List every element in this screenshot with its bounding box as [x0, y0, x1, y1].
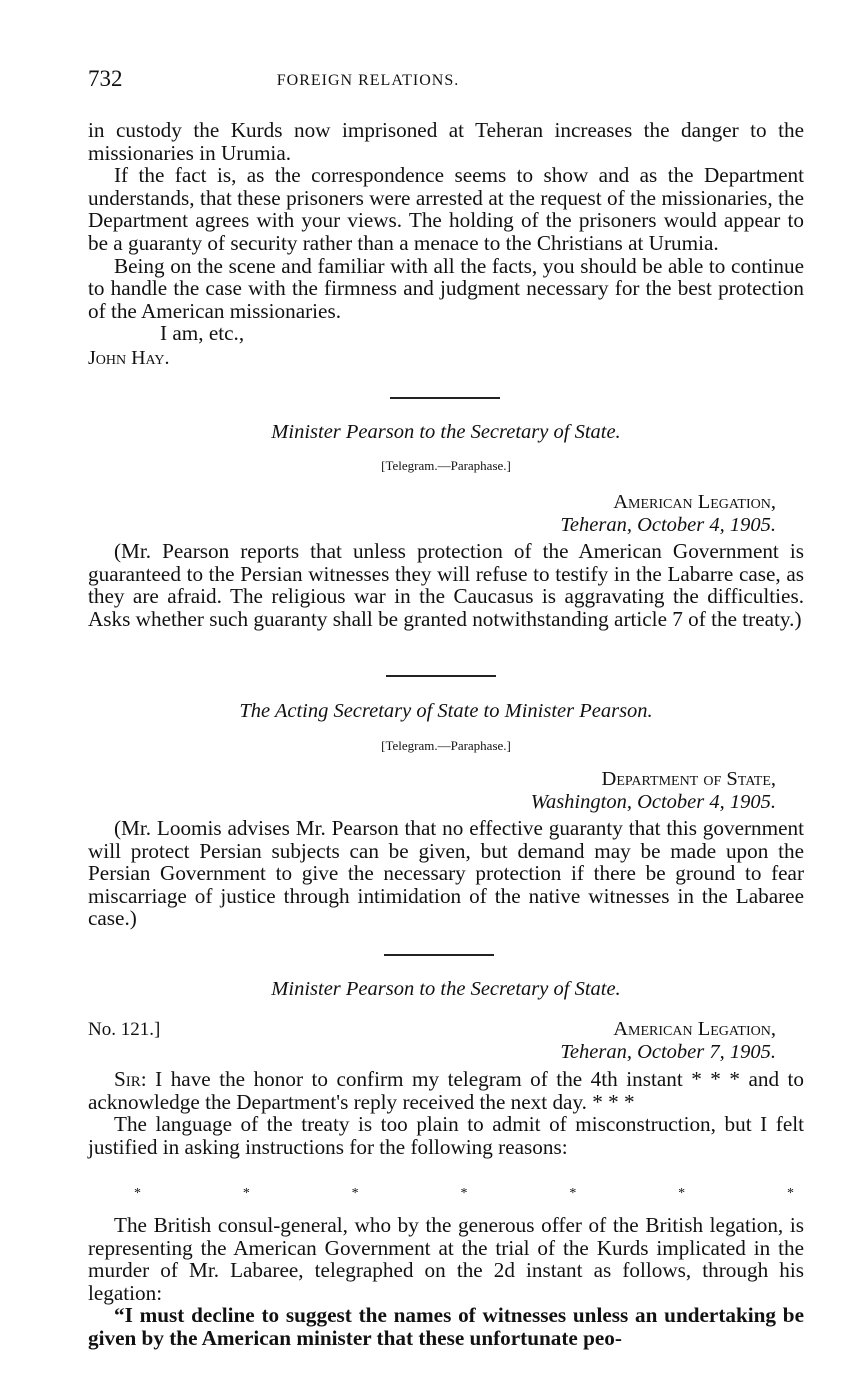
star: * — [786, 1186, 794, 1201]
doc-body — [88, 817, 804, 930]
address-date: Teheran, October 7, 1905. — [560, 1041, 776, 1063]
address-place: Department of State, — [601, 768, 776, 790]
doc-bracket-note: [Telegram.—Paraphase.] — [381, 458, 511, 473]
salutation: Sir: — [114, 1067, 147, 1091]
doc-heading: The Acting Secretary of State to Minister Pearson. — [239, 700, 653, 722]
paragraph — [88, 1068, 804, 1113]
star: * — [351, 1186, 359, 1201]
paragraph: The British consul-general, who by the generous offer of the British legation, is representing the American Government at the trial of the Kurds implicated in the murder of Mr. Labaree, telegraphed on the 2d instant as follows, through his legation: — [88, 1213, 804, 1305]
doc-body — [88, 1068, 804, 1158]
paragraph: If the fact is, as the correspondence seems to show and as the Department understands, that these prisoners were arrested at the request of the missionaries, the Department agrees with your views. The holding of the prisoners would appear to be a guaranty of security rather than a menace to the Christians at Urumia. — [88, 163, 804, 255]
doc-body — [88, 540, 804, 630]
doc-address — [560, 491, 776, 537]
page-header — [88, 66, 804, 96]
quoted-telegram: “I must decline to suggest the names of witnesses unless an undertaking be given by the American minister that these unfortunate peo- — [88, 1303, 804, 1350]
star: * — [134, 1186, 141, 1201]
signature: John Hay. — [88, 346, 170, 369]
star: * — [678, 1186, 686, 1201]
paragraph-text: I have the honor to confirm my telegram of the 4th instant * * * and to acknowledge the Department's reply received the next day. * * * — [88, 1067, 805, 1114]
section-divider — [386, 675, 496, 677]
running-title: FOREIGN RELATIONS. — [276, 72, 460, 89]
section-divider — [390, 397, 500, 399]
address-place: American Legation, — [613, 1018, 776, 1040]
paragraph: Being on the scene and familiar with all the facts, you should be able to continue to handle the case with the firmness and judgment necessary for the best protection of the American missionaries. — [88, 253, 804, 323]
doc-heading: Minister Pearson to the Secretary of State. — [271, 978, 621, 1000]
doc-address — [560, 1018, 776, 1064]
star: * — [460, 1186, 468, 1201]
page-number: 732 — [88, 66, 123, 91]
address-place: American Legation, — [613, 491, 776, 513]
address-date: Washington, October 4, 1905. — [530, 791, 776, 813]
paragraph: The language of the treaty is too plain to admit of misconstruction, but I felt justified in asking instructions for the following reasons: — [88, 1112, 804, 1159]
star: * — [569, 1186, 577, 1201]
doc-address — [531, 768, 776, 814]
address-date: Teheran, October 4, 1905. — [560, 514, 776, 536]
section-divider — [384, 954, 494, 956]
paragraph: (Mr. Loomis advises Mr. Pearson that no effective guaranty that this government will protect Persian subjects can be given, but demand may be made upon the Persian Government to give the necessary protection if there be ground to fear miscarriage of justice through intimidation of the native witnesses in the Labaree case.) — [88, 816, 804, 931]
paragraph: in custody the Kurds now imprisoned at Teheran increases the danger to the missionaries in Urumia. — [88, 118, 804, 165]
star: * — [242, 1186, 250, 1201]
doc-number: No. 121.] — [88, 1019, 161, 1040]
doc-body-continued — [88, 1214, 804, 1350]
closing: I am, etc., — [160, 321, 245, 346]
ellipsis-stars — [134, 1186, 794, 1202]
letter-hay-body — [88, 119, 804, 370]
doc-heading: Minister Pearson to the Secretary of State. — [271, 421, 621, 443]
doc-bracket-note: [Telegram.—Paraphase.] — [381, 738, 511, 753]
paragraph: (Mr. Pearson reports that unless protection of the American Government is guaranteed to the Persian witnesses they will refuse to testify in the Labarre case, as they are afraid. The religious war in the Caucasus is aggravating the difficulties. Asks whether such guaranty shall be granted notwithstanding article 7 of the treaty.) — [88, 539, 804, 631]
